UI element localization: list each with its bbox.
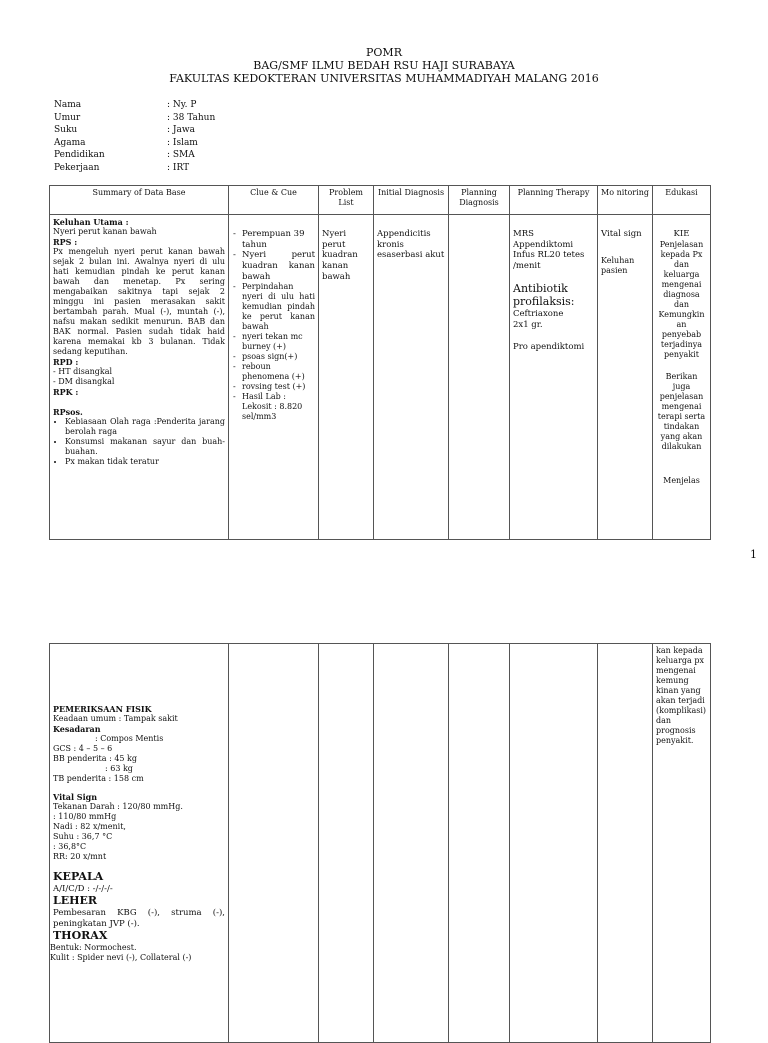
col-header-summary: Summary of Data Base	[50, 186, 229, 215]
monitoring-vital: Vital sign	[601, 229, 642, 239]
kepala-title: KEPALA	[53, 870, 104, 883]
exam-line: Tekanan Darah : 120/80 mmHg.	[53, 802, 183, 811]
patient-label: Pendidikan	[54, 150, 105, 160]
exam-line: Bentuk: Normochest.	[50, 943, 137, 953]
exam-line: : Compos Mentis	[95, 734, 164, 743]
patient-label: Umur	[54, 113, 81, 123]
clue-item: - Perpindahan nyeri di ulu hati kemudian pindah ke perut kanan bawah	[242, 282, 315, 332]
rpsos-item: • Konsumsi makanan sayur dan buah-buahan.	[65, 437, 225, 457]
vital-title: Vital Sign	[53, 792, 98, 802]
patient-value: : 38 Tahun	[167, 113, 216, 123]
kesadaran-title: Kesadaran	[53, 724, 101, 734]
exam-line: RR: 20 x/mnt	[53, 852, 107, 861]
patient-label: Suku	[54, 125, 78, 135]
exam-line: A/I/C/D : -/-/-/-	[53, 883, 113, 894]
rpsos-title: RPsos.	[53, 407, 83, 417]
clue-item: - reboun phenomena (+)	[242, 362, 315, 382]
therapy-dose: 2x1 gr.	[513, 319, 543, 330]
planning-diagnosis-cell	[449, 215, 510, 540]
initial-diagnosis-cell	[374, 644, 449, 1043]
exam-line: GCS : 4 – 5 – 6	[53, 744, 113, 753]
monitoring-cell	[598, 644, 653, 1043]
rpsos-list	[53, 417, 225, 467]
clue-item: - Hasil Lab : Lekosit : 8.820 sel/mm3	[242, 392, 315, 422]
exam-title: PEMERIKSAAN FISIK	[53, 704, 152, 714]
rpd-title: RPD :	[53, 357, 79, 367]
clue-item: - nyeri tekan mc burney (+)	[242, 332, 315, 352]
patient-value: : IRT	[167, 163, 190, 173]
page-number: 1	[750, 548, 757, 561]
monitoring-keluhan: Keluhan pasien	[601, 255, 635, 275]
exam-line: Kulit : Spider nevi (-), Collateral (-)	[50, 953, 192, 963]
edukasi-continued: kan kepada keluarga px mengenai kemung kinan yang akan terjadi (komplikasi) dan prognosis penyakit.	[656, 646, 707, 745]
therapy-line: MRS	[513, 229, 534, 239]
col-header-clue: Clue & Cue	[229, 186, 319, 215]
exam-line: Nadi : 82 x/menit,	[53, 822, 126, 831]
rpsos-item: • Px makan tidak teratur	[65, 457, 225, 467]
therapy-line: Infus RL20 tetes /menit	[513, 250, 585, 271]
exam-line: Suhu : 36,7 °C	[53, 832, 113, 841]
patient-value: : Islam	[167, 138, 198, 148]
clue-item: - psoas sign(+)	[242, 352, 315, 362]
patient-label: Pekerjaan	[54, 163, 100, 173]
clue-item: - Perempuan 39 tahun	[242, 229, 315, 250]
therapy-pro: Pro apendiktomi	[513, 342, 585, 353]
col-header-initial-diagnosis: Initial Diagnosis	[374, 186, 449, 215]
thorax-title: THORAX	[53, 929, 108, 943]
initial-diagnosis-cell	[374, 215, 449, 540]
edukasi-cell	[653, 215, 711, 540]
exam-line: BB penderita : 45 kg	[53, 754, 138, 763]
rps-title: RPS :	[53, 237, 78, 247]
exam-line: Pembesaran KBG (-), struma (-), peningkatan JVP (-).	[53, 908, 225, 929]
therapy-line: Appendiktomi	[513, 239, 574, 250]
col-header-planning-diagnosis: Planning Diagnosis	[449, 186, 510, 215]
problem-cell	[319, 644, 374, 1043]
problem-text: Nyeri perut kuadran kanan bawah	[322, 229, 358, 282]
rps-text: Px mengeluh nyeri perut kanan bawah sejak 2 bulan ini. Awalnya nyeri di ulu hati kemudian pindah ke perut kanan bawah dan menetap. Px sering mengabaikan sakitnya tapi sejak 2 minggu ini pasien merasakan sakit bertambah parah. Mual (-), muntah (-), nafsu makan sedikit menurun. BAB dan BAK normal. Pasien sudah tidak haid karena memakai kb 3 bulanan. Tidak sedang keputihan.	[53, 247, 225, 356]
rpsos-item: • Kebiasaan Olah raga :Penderita jarang berolah raga	[65, 417, 225, 437]
edukasi-cell	[653, 644, 711, 1043]
clue-cell	[229, 644, 319, 1043]
clue-item: - Nyeri perut kuadran kanan bawah	[242, 250, 315, 282]
col-header-problem: Problem List	[319, 186, 374, 215]
pomr-table	[49, 185, 711, 540]
exam-line: : 36,8°C	[53, 842, 87, 851]
patient-label: Nama	[54, 100, 82, 110]
col-header-edukasi: Edukasi	[653, 186, 711, 215]
summary-cell	[50, 215, 229, 540]
problem-cell	[319, 215, 374, 540]
exam-line: TB penderita : 158 cm	[53, 774, 144, 783]
edukasi-text: Berikan juga penjelasan mengenai terapi serta tindakan yang akan dilakukan	[657, 371, 706, 451]
keluhan-text: Nyeri perut kanan bawah	[53, 227, 157, 236]
patient-value: : Ny. P	[167, 100, 197, 110]
col-header-monitoring: Mo nitoring	[598, 186, 653, 215]
pomr-table-continued	[49, 643, 711, 1043]
clue-list	[232, 217, 315, 422]
exam-line: : 63 kg	[105, 764, 133, 773]
monitoring-cell	[598, 215, 653, 540]
rpk-title: RPK :	[53, 387, 79, 397]
initial-diagnosis-text: Appendicitis kronis esaserbasi akut	[377, 229, 445, 261]
patient-value: : SMA	[167, 150, 195, 160]
edukasi-text: Menjelas	[663, 475, 700, 485]
doc-subtitle-department: BAG/SMF ILMU BEDAH RSU HAJI SURABAYA	[253, 59, 515, 72]
exam-line: Keadaan umum : Tampak sakit	[53, 714, 178, 723]
planning-therapy-cell	[510, 644, 598, 1043]
rpd-item: - HT disangkal	[53, 367, 113, 376]
edukasi-kie: KIE	[673, 229, 690, 239]
clue-item: - rovsing test (+)	[242, 382, 315, 392]
edukasi-text: Penjelasan kepada Px dan keluarga mengenai diagnosa dan Kemungkin an penyebab terjadinya penyakit	[658, 239, 705, 359]
exam-cell	[50, 644, 229, 1043]
clue-cell	[229, 215, 319, 540]
antibiotik-title: Antibiotik profilaksis:	[513, 281, 575, 309]
doc-subtitle-faculty: FAKULTAS KEDOKTERAN UNIVERSITAS MUHAMMADIYAH MALANG 2016	[169, 72, 599, 85]
keluhan-title: Keluhan Utama :	[53, 217, 129, 227]
exam-line: : 110/80 mmHg	[53, 812, 117, 821]
doc-title: POMR	[366, 46, 402, 59]
therapy-drug: Ceftriaxone	[513, 309, 564, 319]
col-header-planning-therapy: Planning Therapy	[510, 186, 598, 215]
patient-value: : Jawa	[167, 125, 195, 135]
rpd-item: - DM disangkal	[53, 377, 115, 386]
planning-diagnosis-cell	[449, 644, 510, 1043]
planning-therapy-cell	[510, 215, 598, 540]
leher-title: LEHER	[53, 894, 98, 908]
patient-label: Agama	[54, 138, 86, 148]
